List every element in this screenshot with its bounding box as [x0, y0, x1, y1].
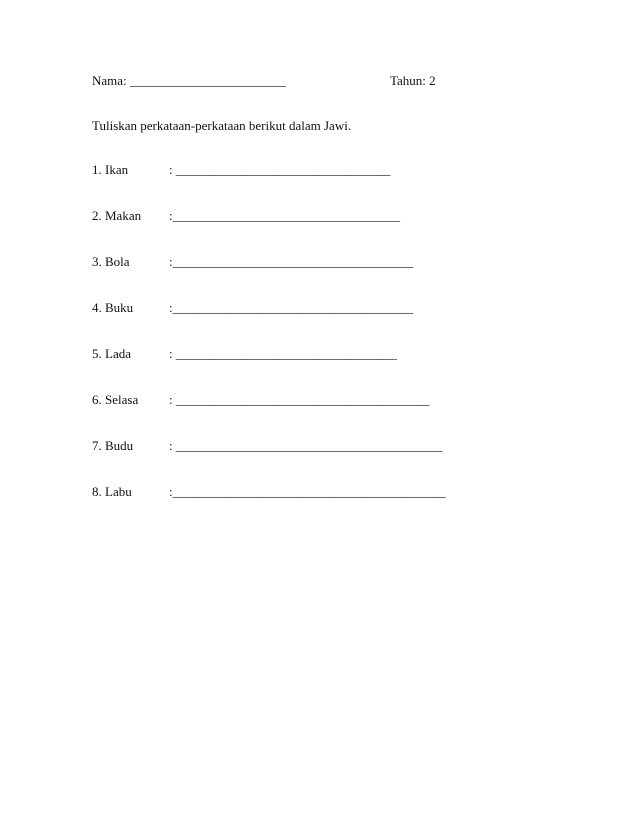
list-item: [92, 208, 562, 228]
year-label: Tahun: 2: [390, 73, 436, 88]
item-word: 3. Bola: [92, 254, 130, 269]
item-word: 1. Ikan: [92, 162, 129, 177]
word-list: [92, 162, 562, 530]
list-item: [92, 438, 562, 458]
answer-line: : __________________________________: [169, 346, 397, 361]
instruction-text: Tuliskan perkataan-perkataan berikut dalam Jawi.: [92, 118, 352, 133]
answer-line: :_____________________________________: [169, 300, 414, 315]
list-item: [92, 484, 562, 504]
list-item: [92, 392, 562, 412]
answer-line: :_____________________________________: [169, 254, 414, 269]
answer-line: : _________________________________________: [169, 438, 443, 453]
item-word: 2. Makan: [92, 208, 142, 223]
item-word: 6. Selasa: [92, 392, 139, 407]
item-word: 8. Labu: [92, 484, 132, 499]
item-word: 4. Buku: [92, 300, 134, 315]
item-word: 7. Budu: [92, 438, 134, 453]
list-item: [92, 346, 562, 366]
answer-line: : _________________________________: [169, 162, 391, 177]
list-item: [92, 300, 562, 320]
list-item: [92, 254, 562, 274]
answer-line: : _______________________________________: [169, 392, 430, 407]
item-word: 5. Lada: [92, 346, 131, 361]
answer-line: :__________________________________________: [169, 484, 446, 499]
worksheet-header: [92, 73, 562, 93]
list-item: [92, 162, 562, 182]
name-field-label: Nama: ________________________: [92, 73, 286, 88]
answer-line: :___________________________________: [169, 208, 401, 223]
